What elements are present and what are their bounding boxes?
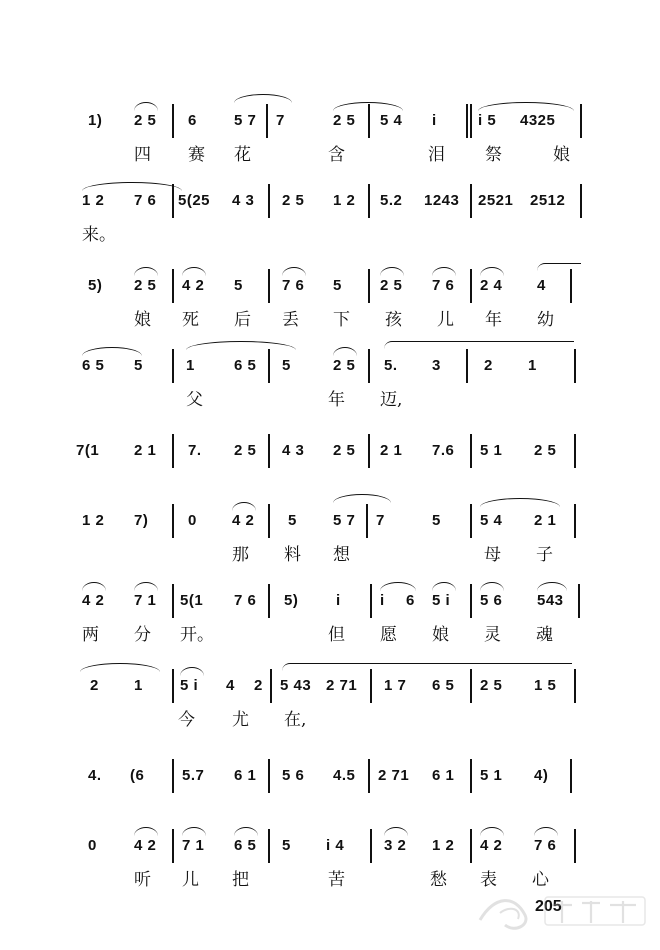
note: 5(1: [180, 592, 204, 609]
note: 5 7: [333, 512, 356, 529]
note: 7.: [188, 442, 202, 459]
note: 5.2: [380, 192, 403, 209]
note: 5 1: [480, 442, 503, 459]
notes-row: [0, 825, 660, 861]
barline: [470, 829, 472, 863]
note: 5: [288, 512, 297, 529]
lyric-syllable: 孩: [385, 310, 402, 330]
barline: [570, 759, 572, 793]
note: 7 6: [432, 277, 455, 294]
note: 7: [376, 512, 385, 529]
barline: [574, 504, 576, 538]
lyrics-row: [0, 305, 660, 331]
slur: [432, 582, 456, 591]
note: 7: [276, 112, 285, 129]
slur: [82, 582, 106, 591]
lyric-syllable: 儿: [182, 870, 199, 890]
barline: [580, 104, 582, 138]
barline: [172, 669, 174, 703]
barline: [172, 504, 174, 538]
lyric-syllable: 死: [182, 310, 199, 330]
slur: [180, 667, 204, 676]
lyric-syllable: 迈,: [380, 390, 403, 410]
lyric-syllable: 娘: [134, 310, 151, 330]
barline: [470, 184, 472, 218]
score-line-7: [0, 580, 660, 675]
note: 5: [134, 357, 143, 374]
note: 6: [406, 592, 415, 609]
slur: [80, 663, 160, 672]
lyric-syllable: 想: [333, 545, 350, 565]
note: 5 4: [480, 512, 503, 529]
barline: [470, 669, 472, 703]
note: 6 1: [432, 767, 455, 784]
barline: [470, 269, 472, 303]
note: i: [380, 592, 385, 609]
note: 1 2: [432, 837, 455, 854]
barline: [368, 104, 370, 138]
lyric-syllable: 表: [480, 870, 497, 890]
barline: [268, 759, 270, 793]
note: 2 5: [134, 277, 157, 294]
note: 7): [134, 512, 149, 529]
barline: [268, 504, 270, 538]
note: 1: [186, 357, 195, 374]
barline: [368, 269, 370, 303]
note: 5 6: [480, 592, 503, 609]
note: i: [336, 592, 341, 609]
note: 0: [88, 837, 97, 854]
lyric-syllable: 料: [284, 545, 301, 565]
note: 4: [537, 277, 546, 294]
note: 2 1: [534, 512, 557, 529]
note: 2 5: [333, 112, 356, 129]
notes-row: [0, 580, 660, 616]
slur: [182, 827, 206, 836]
slur: [380, 582, 416, 591]
note: 1 2: [82, 512, 105, 529]
note: 2521: [478, 192, 514, 209]
note: 5 4: [380, 112, 403, 129]
barline: [574, 434, 576, 468]
note: 6 5: [234, 837, 257, 854]
note: 2512: [530, 192, 566, 209]
slur: [384, 827, 408, 836]
note: 6 1: [234, 767, 257, 784]
note: 6 5: [82, 357, 105, 374]
barline: [172, 184, 174, 218]
note: 2 71: [378, 767, 410, 784]
lyric-syllable: 泪: [428, 145, 445, 165]
barline: [268, 349, 270, 383]
note: 2 5: [534, 442, 557, 459]
note: 1: [528, 357, 537, 374]
barline: [172, 434, 174, 468]
note: 5 6: [282, 767, 305, 784]
barline: [574, 349, 576, 383]
note: 2 1: [380, 442, 403, 459]
note: 4 2: [232, 512, 255, 529]
note: 6: [188, 112, 197, 129]
lyric-syllable: 两: [82, 625, 99, 645]
note: 5.7: [182, 767, 205, 784]
note: i 4: [326, 837, 345, 854]
barline: [172, 584, 174, 618]
note: 2 5: [333, 357, 356, 374]
lyric-syllable: 愁: [430, 870, 447, 890]
lyric-syllable: 苦: [328, 870, 345, 890]
barline: [570, 269, 572, 303]
tie: [282, 663, 572, 672]
barline: [574, 669, 576, 703]
lyrics-row: [0, 385, 660, 411]
note: i 5: [478, 112, 497, 129]
slur: [182, 267, 206, 276]
lyric-syllable: 赛: [188, 145, 205, 165]
note: 2 5: [234, 442, 257, 459]
note: 5: [432, 512, 441, 529]
note: 6 5: [432, 677, 455, 694]
barline: [574, 829, 576, 863]
note: 543: [537, 592, 564, 609]
lyric-syllable: 幼: [537, 310, 554, 330]
note: 5 i: [432, 592, 451, 609]
note: 5: [282, 357, 291, 374]
slur: [134, 582, 158, 591]
note: 7.6: [432, 442, 455, 459]
note: 2 5: [282, 192, 305, 209]
note: 5: [333, 277, 342, 294]
slur: [134, 827, 158, 836]
note: 5): [284, 592, 299, 609]
note: 2 4: [480, 277, 503, 294]
note: 4 2: [480, 837, 503, 854]
note: 5 i: [180, 677, 199, 694]
note: 1): [88, 112, 103, 129]
slur: [82, 347, 142, 356]
lyric-syllable: 尤: [232, 710, 249, 730]
notes-row: [0, 180, 660, 216]
note: 7 1: [134, 592, 157, 609]
barline: [470, 104, 472, 138]
tie: [384, 341, 574, 350]
lyric-syllable: 年: [485, 310, 502, 330]
note: 4 3: [282, 442, 305, 459]
slur: [134, 102, 158, 111]
lyrics-row: [0, 620, 660, 646]
note: 5): [88, 277, 103, 294]
slur: [333, 347, 357, 356]
note: 7 6: [282, 277, 305, 294]
note: 1: [134, 677, 143, 694]
note: 2: [90, 677, 99, 694]
slur: [432, 267, 456, 276]
barline: [578, 584, 580, 618]
note: 4.5: [333, 767, 356, 784]
note: 4 2: [134, 837, 157, 854]
note: 3: [432, 357, 441, 374]
slur: [480, 267, 504, 276]
note: 2 5: [480, 677, 503, 694]
note: 2 5: [380, 277, 403, 294]
slur: [134, 267, 158, 276]
lyric-syllable: 心: [532, 870, 549, 890]
barline: [466, 104, 468, 138]
barline: [172, 349, 174, 383]
note: 3 2: [384, 837, 407, 854]
barline: [172, 829, 174, 863]
note: 1243: [424, 192, 460, 209]
notes-row: [0, 265, 660, 301]
note: 5 1: [480, 767, 503, 784]
note: 2 5: [134, 112, 157, 129]
note: 4.: [88, 767, 102, 784]
barline: [266, 104, 268, 138]
note: 2 71: [326, 677, 358, 694]
barline: [172, 104, 174, 138]
barline: [466, 349, 468, 383]
barline: [368, 759, 370, 793]
slur: [232, 502, 256, 511]
slur: [480, 827, 504, 836]
lyrics-row: [0, 220, 660, 246]
barline: [268, 434, 270, 468]
barline: [268, 584, 270, 618]
lyric-syllable: 今: [178, 710, 195, 730]
lyric-syllable: 灵: [484, 625, 501, 645]
slur: [480, 582, 504, 591]
note: 2: [254, 677, 263, 694]
lyrics-row: [0, 540, 660, 566]
barline: [370, 669, 372, 703]
note: 5: [282, 837, 291, 854]
barline: [368, 184, 370, 218]
slur: [234, 827, 258, 836]
slur: [82, 182, 182, 191]
lyric-syllable: 年: [328, 390, 345, 410]
note: 0: [188, 512, 197, 529]
lyric-syllable: 儿: [437, 310, 454, 330]
note: 7 1: [182, 837, 205, 854]
barline: [366, 504, 368, 538]
barline: [370, 584, 372, 618]
note: 7 6: [534, 837, 557, 854]
lyric-syllable: 在,: [284, 710, 307, 730]
note: 4 2: [182, 277, 205, 294]
lyric-syllable: 开。: [180, 625, 214, 645]
watermark-logo-icon: [470, 885, 655, 940]
barline: [368, 349, 370, 383]
note: 1 2: [333, 192, 356, 209]
slur: [478, 102, 574, 111]
lyric-syllable: 娘: [553, 145, 570, 165]
note: 5 43: [280, 677, 312, 694]
lyric-syllable: 愿: [380, 625, 397, 645]
score-line-8: [0, 665, 660, 760]
barline: [368, 434, 370, 468]
notes-row: [0, 755, 660, 791]
lyric-syllable: 下: [333, 310, 350, 330]
barline: [470, 759, 472, 793]
note: 7 6: [234, 592, 257, 609]
barline: [470, 434, 472, 468]
barline: [268, 184, 270, 218]
lyric-syllable: 魂: [536, 625, 553, 645]
note: 2 1: [134, 442, 157, 459]
note: 7(1: [76, 442, 100, 459]
note: 7 6: [134, 192, 157, 209]
lyrics-row: [0, 140, 660, 166]
slur: [282, 267, 306, 276]
lyric-syllable: 分: [134, 625, 151, 645]
note: 4 2: [82, 592, 105, 609]
note: 5.: [384, 357, 398, 374]
lyric-syllable: 四: [134, 145, 151, 165]
notes-row: [0, 430, 660, 466]
note: 4 3: [232, 192, 255, 209]
tie: [234, 94, 292, 103]
lyric-syllable: 含: [328, 145, 345, 165]
slur: [534, 827, 558, 836]
note: 6 5: [234, 357, 257, 374]
lyric-syllable: 那: [232, 545, 249, 565]
barline: [172, 269, 174, 303]
barline: [470, 504, 472, 538]
note: i: [432, 112, 437, 129]
lyric-syllable: 花: [234, 145, 251, 165]
slur: [480, 498, 560, 507]
lyric-syllable: 后: [234, 310, 251, 330]
lyric-syllable: 来。: [82, 225, 116, 245]
barline: [268, 829, 270, 863]
note: 4325: [520, 112, 556, 129]
lyrics-row: [0, 705, 660, 731]
barline: [172, 759, 174, 793]
note: 4): [534, 767, 549, 784]
score-line-4: [0, 345, 660, 440]
slur: [537, 582, 567, 591]
lyric-syllable: 娘: [432, 625, 449, 645]
notes-row: [0, 100, 660, 136]
lyric-syllable: 子: [536, 545, 553, 565]
barline: [370, 829, 372, 863]
score-line-2: [0, 180, 660, 275]
note: 2: [484, 357, 493, 374]
lyric-syllable: 父: [186, 390, 203, 410]
barline: [580, 184, 582, 218]
note: 5: [234, 277, 243, 294]
note: 1 2: [82, 192, 105, 209]
page-number: 205: [535, 898, 562, 915]
slur: [380, 267, 404, 276]
note: 5(25: [178, 192, 211, 209]
lyric-syllable: 把: [232, 870, 249, 890]
note: 1 7: [384, 677, 407, 694]
note: 2 5: [333, 442, 356, 459]
note: 1 5: [534, 677, 557, 694]
lyric-syllable: 丢: [282, 310, 299, 330]
lyric-syllable: 听: [134, 870, 151, 890]
lyric-syllable: 但: [328, 625, 345, 645]
notes-row: [0, 500, 660, 536]
note: 5 7: [234, 112, 257, 129]
notes-row: [0, 345, 660, 381]
lyric-syllable: 母: [484, 545, 501, 565]
barline: [470, 584, 472, 618]
note: 4: [226, 677, 235, 694]
note: (6: [130, 767, 145, 784]
barline: [268, 269, 270, 303]
tie: [537, 263, 581, 272]
lyric-syllable: 祭: [485, 145, 502, 165]
notes-row: [0, 665, 660, 701]
barline: [270, 669, 272, 703]
